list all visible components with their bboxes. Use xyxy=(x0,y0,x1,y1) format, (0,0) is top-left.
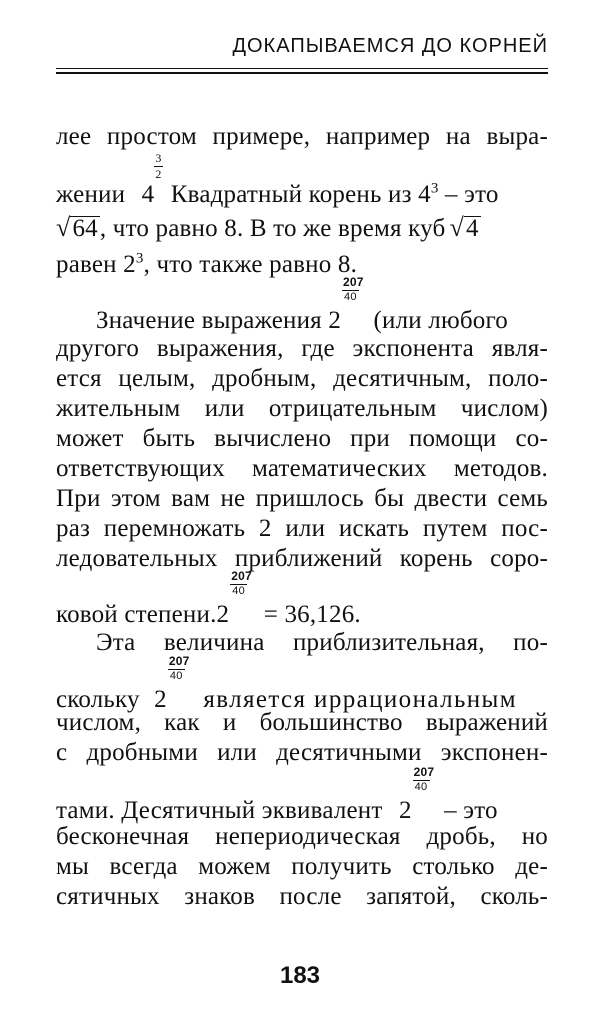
text-fragment: ковой степени. xyxy=(56,601,217,628)
text-fragment: жении xyxy=(56,181,126,208)
text-fragment: – это xyxy=(444,797,498,824)
power-base: 2 xyxy=(154,686,167,713)
radicand: 4 xyxy=(465,215,479,242)
text-fragment: является иррациональным xyxy=(203,686,517,713)
text-fragment: тами. Десятичный эквивалент xyxy=(56,797,383,824)
text-line xyxy=(56,765,548,826)
power-expression xyxy=(216,569,252,628)
fraction-exponent xyxy=(412,765,435,818)
page-number: 183 xyxy=(279,962,321,989)
radicand: 64 xyxy=(72,215,98,242)
text-line: может быть вычислено при помощи со- xyxy=(56,425,548,452)
superscript: 3 xyxy=(135,250,144,267)
text-line: жительным или отрицательным числом) xyxy=(56,395,548,422)
exponent-denominator: 2 xyxy=(155,167,162,181)
fraction-exponent xyxy=(229,569,252,622)
exponent-denominator: 40 xyxy=(344,291,357,303)
header-rule-thick xyxy=(56,72,548,74)
text-line xyxy=(96,275,548,336)
text-line: числом, как и большинство выражений xyxy=(56,709,548,736)
exponent-denominator: 40 xyxy=(169,670,183,682)
text-line: ледовательных приближений корень соро- xyxy=(56,545,548,572)
text-line: с дробными или десятичными экспонен- xyxy=(56,739,548,766)
text-line xyxy=(56,213,548,244)
power-base: 2 xyxy=(328,307,342,334)
power-expression xyxy=(141,151,171,208)
text-line: лее простом примере, например на выра- xyxy=(56,123,548,150)
exponent-numerator: 207 xyxy=(168,654,190,668)
text-line: бесконечная непериодическая дробь, но xyxy=(56,823,548,850)
text-line: ется целым, дробным, десятичным, поло- xyxy=(56,365,548,392)
exponent-denominator: 40 xyxy=(232,585,245,597)
text-line: раз перемножать 2 или искать путем пос- xyxy=(56,515,548,542)
exponent-numerator: 3 xyxy=(155,151,162,165)
text-fragment: равен 2 xyxy=(56,251,136,278)
fraction-exponent xyxy=(341,275,364,328)
exponent-numerator: 207 xyxy=(231,569,252,583)
power-expression xyxy=(328,275,364,334)
power-base: 2 xyxy=(398,797,412,824)
text-fragment: скольку xyxy=(56,686,140,713)
text-line xyxy=(56,250,548,280)
text-fragment: – это xyxy=(438,181,499,208)
text-line: ответствующих математических методов. xyxy=(56,455,548,482)
exponent-numerator: 207 xyxy=(343,275,364,289)
text-fragment: , что также равно 8. xyxy=(143,251,358,278)
fraction-exponent xyxy=(154,151,164,202)
text-fragment: = 36,126. xyxy=(263,601,361,628)
text-fragment: Значение выражения xyxy=(96,307,322,334)
power-base: 4 xyxy=(141,181,155,208)
running-header: ДОКАПЫВАЕМСЯ ДО КОРНЕЙ xyxy=(232,35,548,57)
text-line: сятичных знаков после запятой, сколь- xyxy=(56,883,548,910)
text-fragment: , что равно 8. В то же время куб xyxy=(99,215,446,242)
radical-sign: √ xyxy=(449,213,464,242)
text-line: другого выражения, где экспонента явля- xyxy=(56,335,548,362)
text-fragment: (или любого xyxy=(373,307,508,334)
text-line: При этом вам не пришлось бы двести семь xyxy=(56,485,548,512)
text-fragment: Квадратный корень из 4 xyxy=(170,181,431,208)
power-base: 2 xyxy=(216,601,230,628)
power-expression xyxy=(398,765,435,824)
text-line xyxy=(56,569,548,630)
radical-sign: √ xyxy=(56,213,71,242)
exponent-denominator: 40 xyxy=(414,781,428,793)
superscript: 3 xyxy=(430,180,439,197)
fraction-exponent xyxy=(167,654,190,707)
exponent-numerator: 207 xyxy=(413,765,435,779)
text-line xyxy=(56,151,548,210)
header-rule-thin xyxy=(56,68,548,69)
text-line: Эта величина приблизительная, по- xyxy=(96,629,548,656)
text-line: мы всегда можем получить столько де- xyxy=(56,853,548,880)
